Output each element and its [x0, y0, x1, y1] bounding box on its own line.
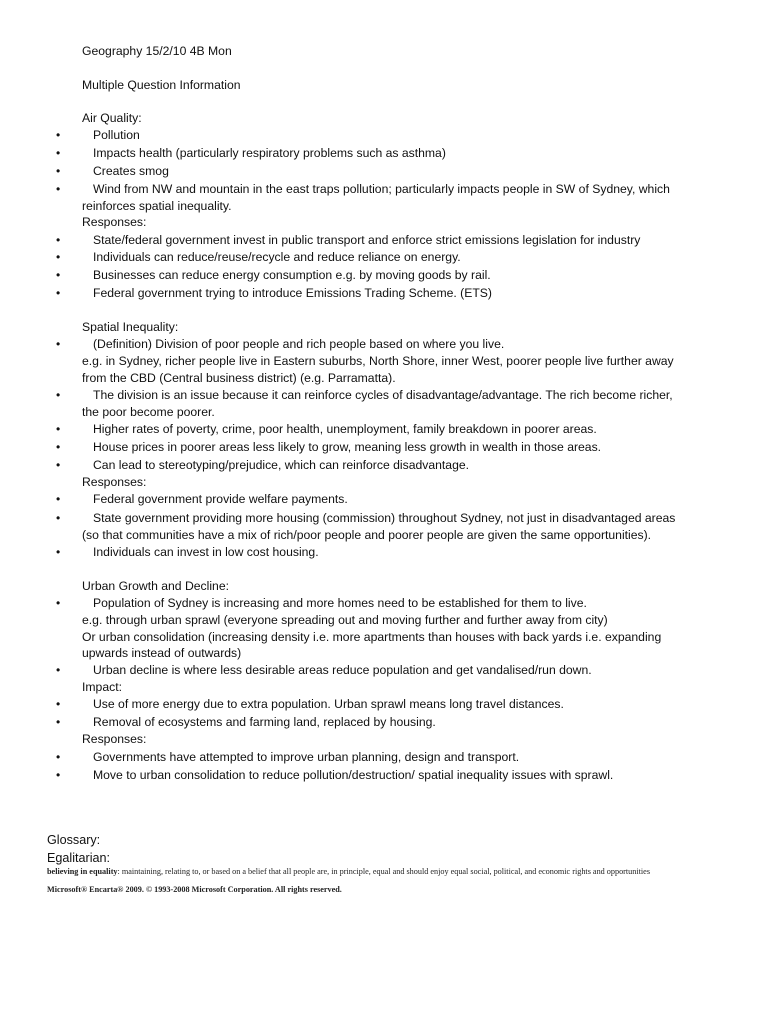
spatial-issue-cont: the poor become poorer. — [82, 405, 215, 419]
bullet: • — [56, 388, 61, 402]
urban-impact: Removal of ecosystems and farming land, replaced by housing. — [93, 715, 436, 729]
bullet: • — [56, 492, 61, 506]
bullet: • — [56, 715, 61, 729]
doc-header: Geography 15/2/10 4B Mon — [82, 44, 232, 58]
air-response: Individuals can reduce/reuse/recycle and reduce reliance on energy. — [93, 250, 461, 264]
air-response: Federal government trying to introduce Emissions Trading Scheme. (ETS) — [93, 286, 492, 300]
glossary-definition — [47, 867, 712, 877]
spatial-response: Individuals can invest in low cost housing. — [93, 545, 319, 559]
bullet: • — [56, 128, 61, 142]
bullet: • — [56, 182, 61, 196]
air-response: State/federal government invest in public transport and enforce strict emissions legislation for industry — [93, 233, 641, 247]
air-responses-heading: Responses: — [82, 215, 147, 229]
air-item: Impacts health (particularly respiratory problems such as asthma) — [93, 146, 446, 160]
bullet: • — [56, 233, 61, 247]
urban-item: Urban decline is where less desirable areas reduce population and get vandalised/run down. — [93, 663, 592, 677]
bullet: • — [56, 511, 61, 525]
urban-item-cont: e.g. through urban sprawl (everyone spreading out and moving further and further away from city) — [82, 613, 608, 627]
glossary-definition-rest: : maintaining, relating to, or based on a belief that all people are, in principle, equal and should enjoy equal social, political, and economic rights and opportunities — [117, 867, 651, 876]
air-item: Wind from NW and mountain in the east traps pollution; particularly impacts people in SW of Sydney, which — [93, 182, 670, 196]
urban-item: Population of Sydney is increasing and more homes need to be established for them to live. — [93, 596, 587, 610]
bullet: • — [56, 250, 61, 264]
bullet: • — [56, 768, 61, 782]
bullet: • — [56, 146, 61, 160]
spatial-def-cont: e.g. in Sydney, richer people live in Eastern suburbs, North Shore, inner West, poorer people live further away — [82, 354, 674, 368]
urban-impact-heading: Impact: — [82, 680, 122, 694]
air-heading: Air Quality: — [82, 111, 142, 125]
spatial-issue: The division is an issue because it can reinforce cycles of disadvantage/advantage. The rich become richer, — [93, 388, 673, 402]
copyright-notice: Microsoft® Encarta® 2009. © 1993-2008 Microsoft Corporation. All rights reserved. — [47, 885, 342, 894]
bullet: • — [56, 268, 61, 282]
spatial-item: Higher rates of poverty, crime, poor health, unemployment, family breakdown in poorer areas. — [93, 422, 597, 436]
air-response: Businesses can reduce energy consumption e.g. by moving goods by rail. — [93, 268, 491, 282]
spatial-def-cont: from the CBD (Central business district) (e.g. Parramatta). — [82, 371, 396, 385]
air-item: Creates smog — [93, 164, 169, 178]
urban-impact: Use of more energy due to extra population. Urban sprawl means long travel distances. — [93, 697, 564, 711]
urban-item-cont: Or urban consolidation (increasing density i.e. more apartments than houses with back yards i.e. expanding — [82, 630, 662, 644]
glossary-term: Egalitarian: — [47, 851, 111, 865]
bullet: • — [56, 286, 61, 300]
spatial-definition: (Definition) Division of poor people and rich people based on where you live. — [93, 337, 505, 351]
urban-responses-heading: Responses: — [82, 732, 147, 746]
glossary-heading: Glossary: — [47, 833, 101, 847]
spatial-response: Federal government provide welfare payments. — [93, 492, 348, 506]
bullet: • — [56, 440, 61, 454]
urban-item-cont: upwards instead of outwards) — [82, 646, 242, 660]
spatial-item: Can lead to stereotyping/prejudice, which can reinforce disadvantage. — [93, 458, 470, 472]
spatial-responses-heading: Responses: — [82, 475, 147, 489]
spatial-response: State government providing more housing (commission) throughout Sydney, not just in disadvantaged areas — [93, 511, 676, 525]
bullet: • — [56, 663, 61, 677]
bullet: • — [56, 750, 61, 764]
bullet: • — [56, 596, 61, 610]
spatial-response-cont: (so that communities have a mix of rich/poor people and poorer people are given the same opportunities). — [82, 528, 652, 542]
urban-response: Move to urban consolidation to reduce pollution/destruction/ spatial inequality issues with sprawl. — [93, 768, 614, 782]
doc-subtitle: Multiple Question Information — [82, 78, 241, 92]
bullet: • — [56, 337, 61, 351]
spatial-item: House prices in poorer areas less likely to grow, meaning less growth in wealth in those areas. — [93, 440, 602, 454]
spatial-heading: Spatial Inequality: — [82, 320, 179, 334]
air-item-cont: reinforces spatial inequality. — [82, 199, 232, 213]
urban-heading: Urban Growth and Decline: — [82, 579, 229, 593]
urban-response: Governments have attempted to improve urban planning, design and transport. — [93, 750, 520, 764]
bullet: • — [56, 697, 61, 711]
air-item: Pollution — [93, 128, 140, 142]
bullet: • — [56, 164, 61, 178]
bullet: • — [56, 545, 61, 559]
bullet: • — [56, 422, 61, 436]
glossary-definition-bold: believing in equality — [47, 867, 118, 876]
bullet: • — [56, 458, 61, 472]
